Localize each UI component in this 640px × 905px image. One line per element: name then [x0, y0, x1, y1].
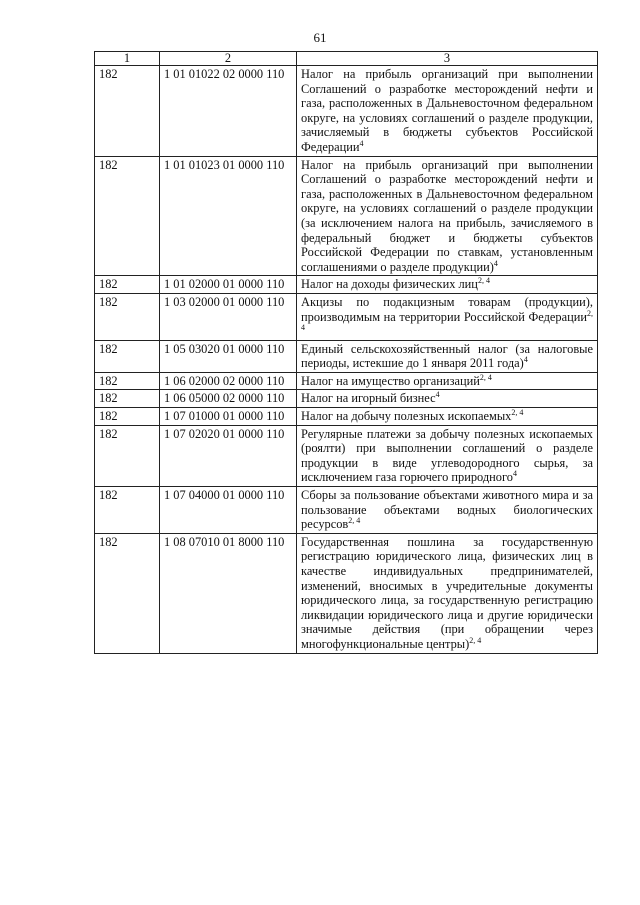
description-text: Налог на прибыль организаций при выполнении Соглашений о разработке месторождений нефти и газа, расположенных в Дальневосточном федеральном округе, на условиях соглашений о разделе продукции (за исключением налога на прибыль, зачисляемого в федеральный бюджет и бюджеты субъектов Российской Федерации по ставкам, установленным соглашениями о разделе продукции): [301, 157, 593, 274]
description-cell: [297, 340, 598, 372]
description-text: Сборы за пользование объектами животного мира и за пользование объектами водных биологических ресурсов: [301, 488, 593, 532]
budget-code-cell: 1 07 02020 01 0000 110: [160, 425, 297, 486]
description-text: Государственная пошлина за государственную регистрацию юридического лица, физических лиц в качестве индивидуальных предпринимателей, изменений, вносимых в учредительные документы юридического лица, за государственную регистрацию ликвидации юридического лица и другие юридически значимые действия (при обращении через многофункциональные центры): [301, 534, 593, 651]
description-cell: [297, 66, 598, 157]
description-text: Регулярные платежи за добычу полезных ископаемых (роялти) при выполнении соглашений о разделе продукции в виде углеводородного сырья, за исключением газа горючего природного: [301, 426, 593, 485]
column-header-3: 3: [297, 52, 598, 66]
description-text: Налог на добычу полезных ископаемых: [301, 409, 512, 424]
budget-code-cell: 1 08 07010 01 8000 110: [160, 533, 297, 653]
description-text: Налог на имущество организаций: [301, 373, 480, 388]
description-cell: [297, 156, 598, 276]
description-cell: [297, 425, 598, 486]
description-text: Налог на доходы физических лиц: [301, 277, 478, 292]
description-text: Единый сельскохозяйственный налог (за налоговые периоды, истекшие до 1 января 2011 года): [301, 341, 593, 371]
footnote-ref: 4: [435, 390, 440, 400]
admin-code-cell: 182: [95, 340, 160, 372]
footnote-ref: 4: [523, 355, 528, 365]
admin-code-cell: 182: [95, 156, 160, 276]
description-text: Акцизы по подакцизным товарам (продукции), производимым на территории Российской Федерации: [301, 294, 593, 324]
table-row: [95, 156, 598, 276]
revenue-codes-table: [94, 51, 598, 654]
table-row: [95, 533, 598, 653]
description-cell: [297, 533, 598, 653]
budget-code-cell: 1 05 03020 01 0000 110: [160, 340, 297, 372]
description-cell: [297, 408, 598, 426]
budget-code-cell: 1 06 05000 02 0000 110: [160, 390, 297, 408]
budget-code-cell: 1 07 04000 01 0000 110: [160, 487, 297, 534]
table-row: [95, 276, 598, 294]
table-header-row: [95, 52, 598, 66]
footnote-ref: 2, 4: [479, 372, 492, 382]
table-row: [95, 372, 598, 390]
table-row: [95, 425, 598, 486]
table-row: [95, 340, 598, 372]
admin-code-cell: 182: [95, 533, 160, 653]
admin-code-cell: 182: [95, 390, 160, 408]
table-row: [95, 390, 598, 408]
description-cell: [297, 372, 598, 390]
description-cell: [297, 293, 598, 340]
description-text: Налог на игорный бизнес: [301, 391, 436, 406]
budget-code-cell: 1 07 01000 01 0000 110: [160, 408, 297, 426]
footnote-ref: 2, 4: [469, 635, 482, 645]
column-header-1: 1: [95, 52, 160, 66]
table-row: [95, 66, 598, 157]
admin-code-cell: 182: [95, 372, 160, 390]
budget-code-cell: 1 01 01022 02 0000 110: [160, 66, 297, 157]
description-cell: [297, 276, 598, 294]
admin-code-cell: 182: [95, 276, 160, 294]
description-text: Налог на прибыль организаций при выполнении Соглашений о разработке месторождений нефти и газа, расположенных в Дальневосточном федеральном округе, на условиях соглашений о разделе продукции, зачисляемый в бюджеты субъектов Российской Федерации: [301, 67, 593, 154]
admin-code-cell: 182: [95, 425, 160, 486]
footnote-ref: 2, 4: [348, 516, 361, 526]
footnote-ref: 2, 4: [477, 276, 490, 286]
admin-code-cell: 182: [95, 408, 160, 426]
budget-code-cell: 1 01 01023 01 0000 110: [160, 156, 297, 276]
footnote-ref: 4: [359, 138, 364, 148]
footnote-ref: 4: [493, 258, 498, 268]
budget-code-cell: 1 06 02000 02 0000 110: [160, 372, 297, 390]
budget-code-cell: 1 03 02000 01 0000 110: [160, 293, 297, 340]
description-cell: [297, 390, 598, 408]
table-row: [95, 487, 598, 534]
table-row: [95, 408, 598, 426]
admin-code-cell: 182: [95, 293, 160, 340]
table-row: [95, 293, 598, 340]
footnote-ref: 2, 4: [301, 308, 593, 332]
budget-code-cell: 1 01 02000 01 0000 110: [160, 276, 297, 294]
page-number: 61: [313, 30, 327, 45]
admin-code-cell: 182: [95, 487, 160, 534]
description-cell: [297, 487, 598, 534]
footnote-ref: 4: [512, 469, 517, 479]
admin-code-cell: 182: [95, 66, 160, 157]
footnote-ref: 2, 4: [511, 407, 524, 417]
column-header-2: 2: [160, 52, 297, 66]
